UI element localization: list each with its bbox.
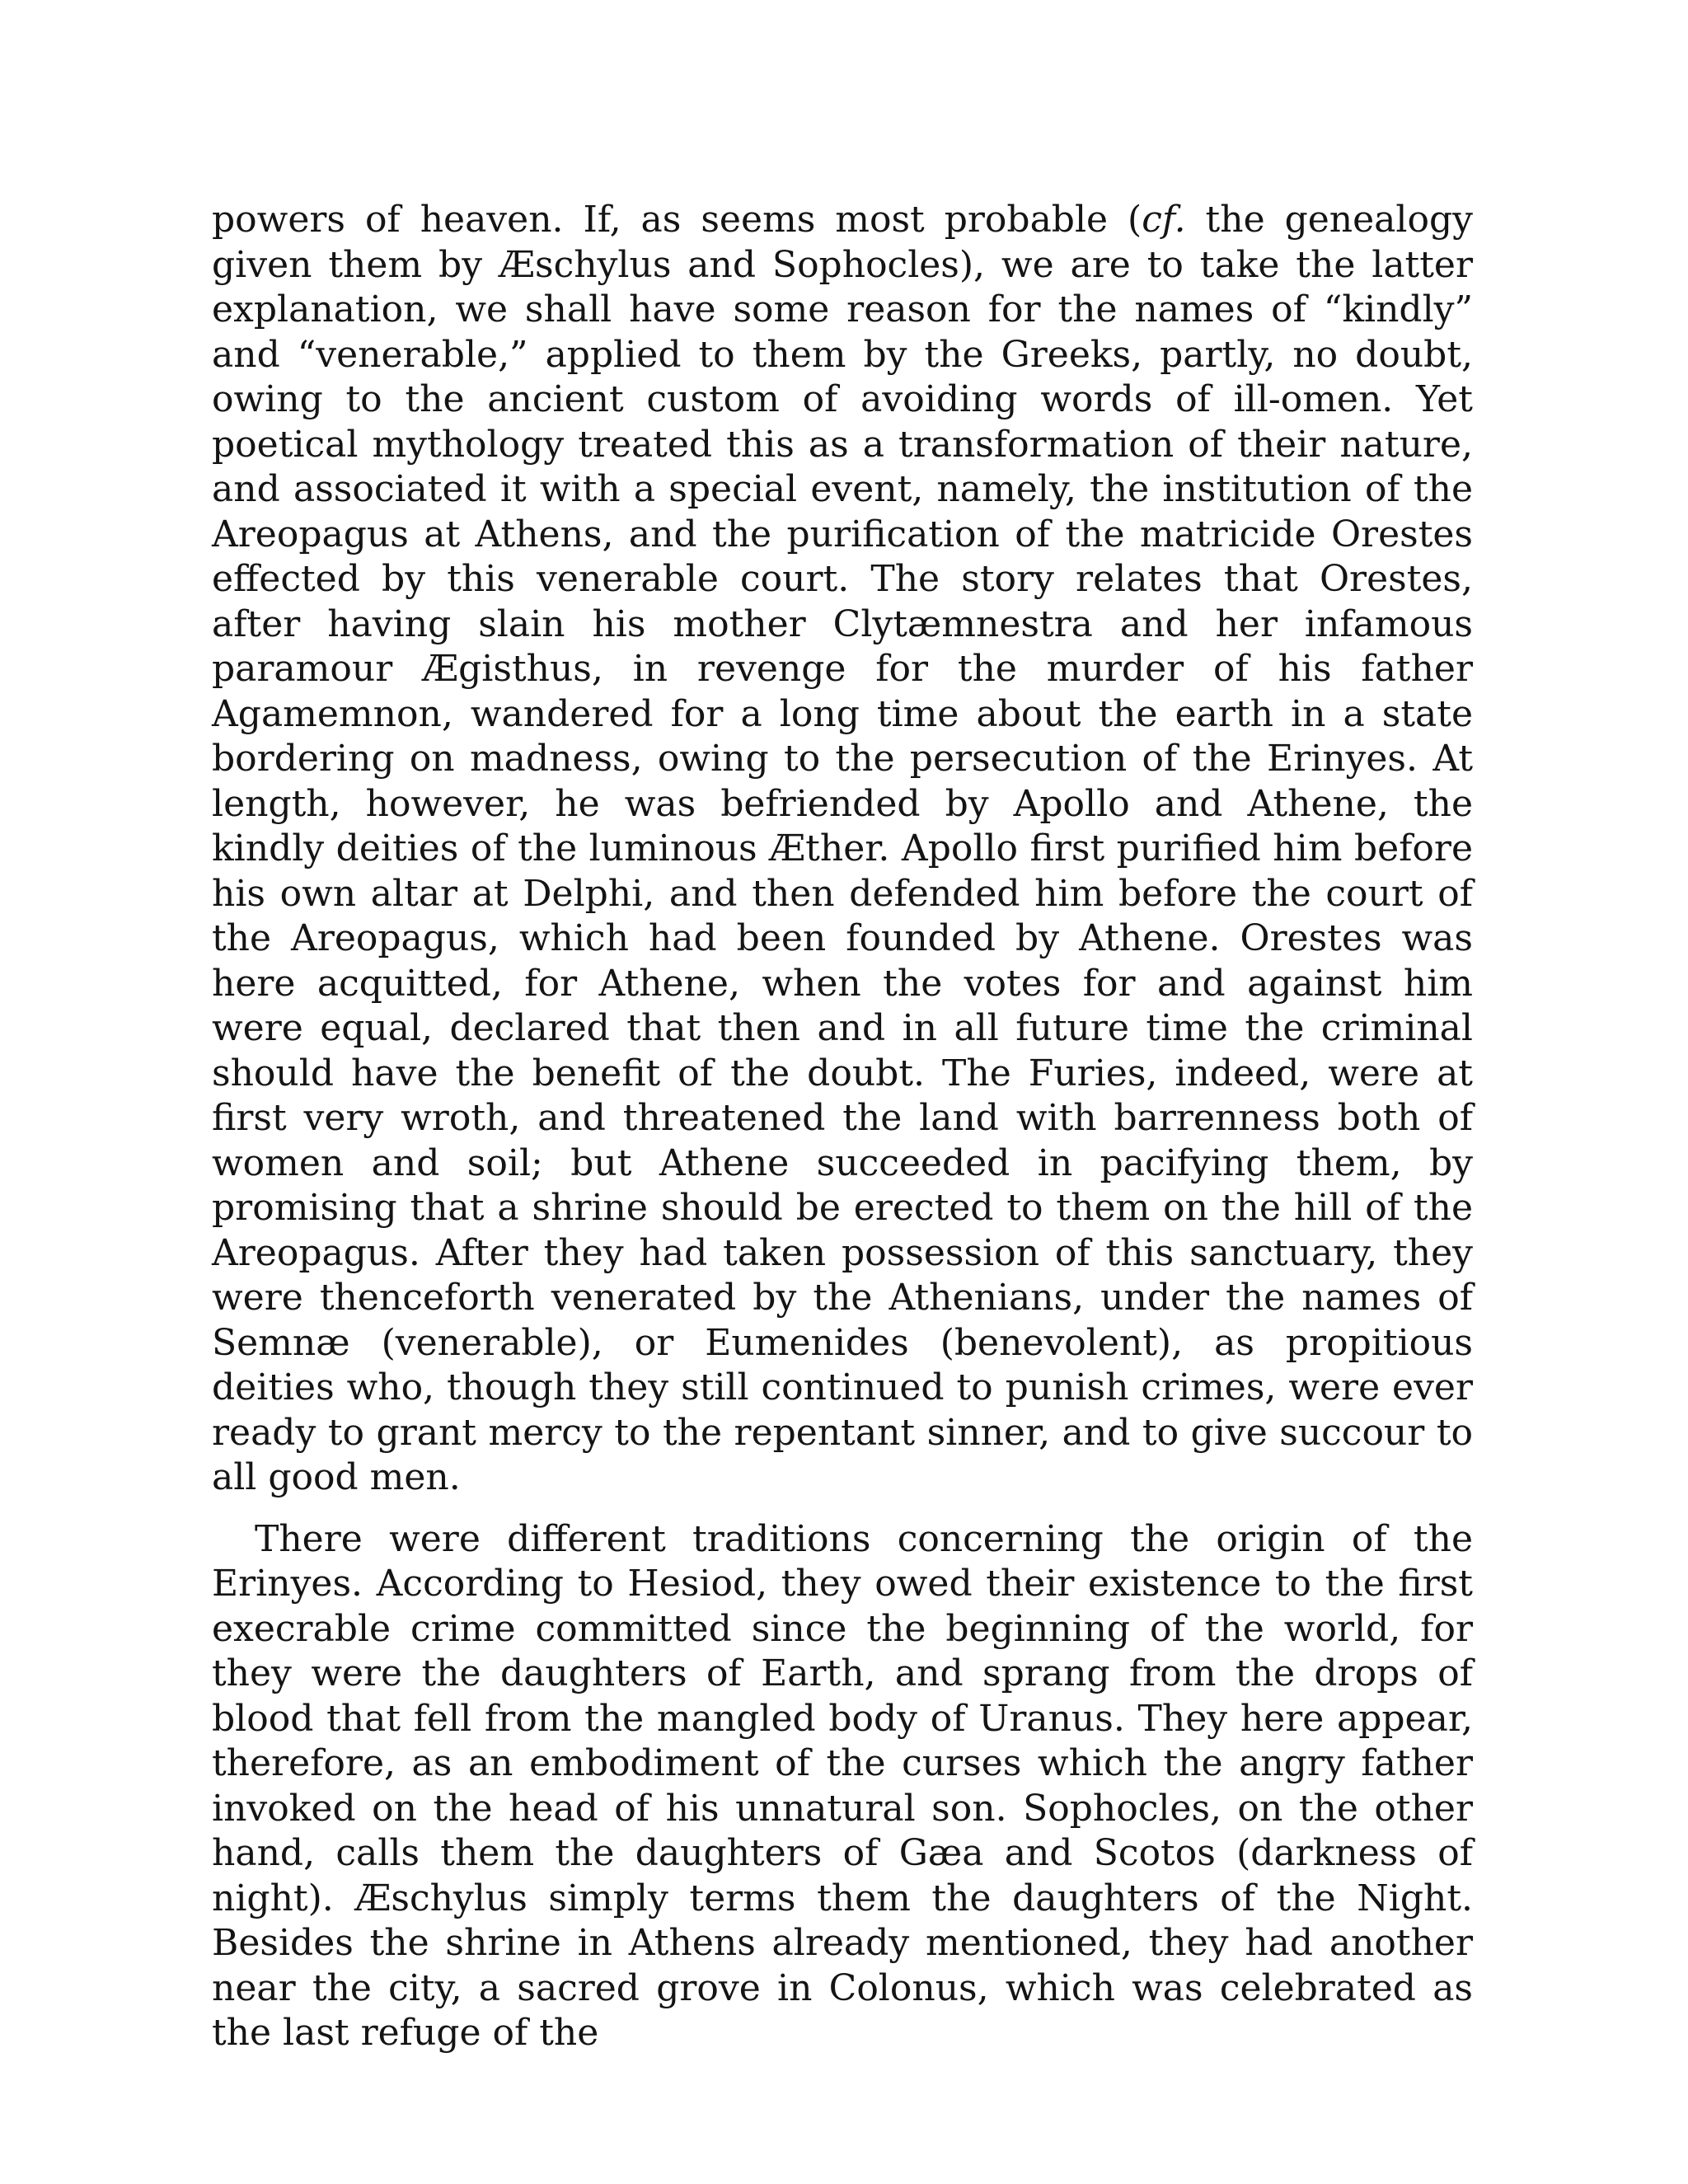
- paragraph-furies-eumenides: [212, 198, 1473, 1501]
- paragraph-text-rest: the genealogy given them by Æschylus and Sophocles), we are to take the latter explanation, we shall have some reason for the names of “kindly” and “venerable,” applied to them by the Greeks, partly, no doubt, owing to the ancient custom of avoiding words of ill-omen. Yet poetical mythology treated this as a transformation of their nature, and associated it with a special event, namely, the institution of the Areopagus at Athens, and the purification of the matricide Orestes effected by this venerable court. The story relates that Orestes, after having slain his mother Clytæmnestra and her infamous paramour Ægisthus, in revenge for the murder of his father Agamemnon, wandered for a long time about the earth in a state bordering on madness, owing to the persecution of the Erinyes. At length, however, he was befriended by Apollo and Athene, the kindly deities of the luminous Æther. Apollo first purified him before his own altar at Delphi, and then defended him before the court of the Areopagus, which had been founded by Athene. Orestes was here acquitted, for Athene, when the votes for and against him were equal, declared that then and in all future time the criminal should have the benefit of the doubt. The Furies, indeed, were at first very wroth, and threatened the land with barrenness both of women and soil; but Athene succeeded in pacifying them, by promising that a shrine should be erected to them on the hill of the Areopagus. After they had taken possession of this sanctuary, they were thenceforth venerated by the Athenians, under the names of Semnæ (venerable), or Eumenides (benevolent), as propitious deities who, though they still continued to punish crimes, were ever ready to grant mercy to the repentant sinner, and to give succour to all good men.: [212, 199, 1473, 1498]
- paragraph-text-start: powers of heaven. If, as seems most probable (: [212, 199, 1142, 241]
- paragraph-erinyes-origin: There were different traditions concerning the origin of the Erinyes. According to Hesiod, they owed their existence to the first execrable crime committed since the beginning of the world, for they were the daughters of Earth, and sprang from the drops of blood that fell from the mangled body of Uranus. They here appear, therefore, as an embodiment of the curses which the angry father invoked on the head of his unnatural son. Sophocles, on the other hand, calls them the daughters of Gæa and Scotos (darkness of night). Æschylus simply terms them the daughters of the Night. Besides the shrine in Athens already mentioned, they had another near the city, a sacred grove in Colonus, which was celebrated as the last refuge of the: [212, 1517, 1473, 2054]
- italic-abbreviation: cf.: [1142, 199, 1186, 241]
- book-page: [212, 198, 1473, 2056]
